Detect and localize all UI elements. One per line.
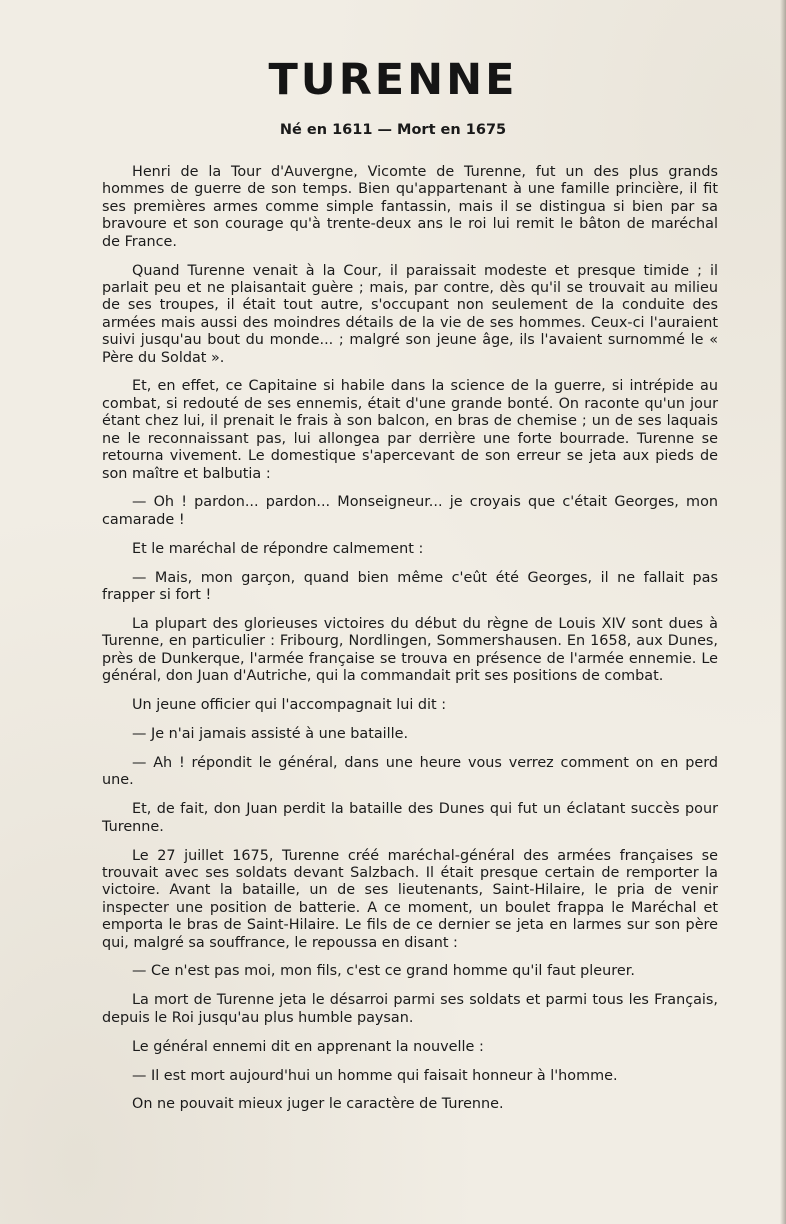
paragraph-13: — Ce n'est pas moi, mon fils, c'est ce grand homme qu'il faut pleurer. [132,963,635,980]
paragraph-10: — Ah ! répondit le général, dans une heure vous verrez comment on en perd une. [102,754,718,789]
paragraph-9: — Je n'ai jamais assisté à une bataille. [132,725,409,742]
paragraph-11: Et, de fait, don Juan perdit la bataille des Dunes qui fut un éclatant succès pour Turenne. [102,801,718,835]
paragraph-17: On ne pouvait mieux juger le caractère de Turenne. [132,1096,504,1113]
paragraph-12: Le 27 juillet 1675, Turenne créé maréchal-général des armées françaises se trouvait avec ses soldats devant Salzbach. Il était presque certain de remporter la victoire. Avant la bataille, un de ses lieutenants, Saint-Hilaire, le pria de venir inspecter une position de batterie. A ce moment, un boulet frappa le Maréchal et emporta le bras de Saint-Hilaire. Le fils de ce dernier se jeta en larmes sur son père qui, malgré sa souffrance, le repoussa en disant : [102,847,718,951]
article-body [102,164,718,1125]
page-edge-shadow [780,0,786,1224]
page-title: TURENNE [268,55,518,105]
paragraph-15: Le général ennemi dit en apprenant la nouvelle : [132,1038,484,1055]
paragraph-1: Henri de la Tour d'Auvergne, Vicomte de Turenne, fut un des plus grands hommes de guerre de son temps. Bien qu'appartenant à une famille princière, il fit ses premières armes comme simple fantassin, mais il se distingua si bien par sa bravoure et son courage qu'à trente-deux ans le roi lui remit le bâton de maréchal de France. [102,164,718,250]
paragraph-5: Et le maréchal de répondre calmement : [132,540,424,557]
paragraph-4: — Oh ! pardon... pardon... Monseigneur... je croyais que c'était Georges, mon camarade ! [102,494,718,528]
paragraph-3: Et, en effet, ce Capitaine si habile dans la science de la guerre, si intrépide au combat, si redouté de ses ennemis, était d'une grande bonté. On raconte qu'un jour étant chez lui, il prenait le frais à son balcon, en bras de chemise ; un de ses laquais ne le reconnaissant pas, lui allongea par derrière une forte bourrade. Turenne se retourna vivement. Le domestique s'apercevant de son erreur se jeta aux pieds de son maître et balbutia : [102,378,718,482]
paragraph-8: Un jeune officier qui l'accompagnait lui dit : [132,697,447,714]
paragraph-7: La plupart des glorieuses victoires du début du règne de Louis XIV sont dues à Turenne, en particulier : Fribourg, Nordlingen, Sommershausen. En 1658, aux Dunes, près de Dunkerque, l'armée française se trouva en présence de l'armée ennemie. Le général, don Juan d'Autriche, qui la commandait prit ses positions de combat. [102,615,718,685]
paragraph-6: — Mais, mon garçon, quand bien même c'eût été Georges, il ne fallait pas frapper si fort ! [102,569,718,604]
page-subtitle: Né en 1611 — Mort en 1675 [279,122,507,138]
paragraph-16: — Il est mort aujourd'hui un homme qui faisait honneur à l'homme. [132,1067,618,1084]
paragraph-14: La mort de Turenne jeta le désarroi parmi ses soldats et parmi tous les Français, depuis le Roi jusqu'au plus humble paysan. [102,992,718,1026]
paragraph-2: Quand Turenne venait à la Cour, il paraissait modeste et presque timide ; il parlait peu et ne plaisantait guère ; mais, par contre, dès qu'il se trouvait au milieu de ses troupes, il était tout autre, s'occupant non seulement de la conduite des armées mais aussi des moindres détails de la vie de ses hommes. Ceux-ci l'auraient suivi jusqu'au bout du monde... ; malgré son jeune âge, ils l'avaient surnommé le « Père du Soldat ». [102,262,718,366]
